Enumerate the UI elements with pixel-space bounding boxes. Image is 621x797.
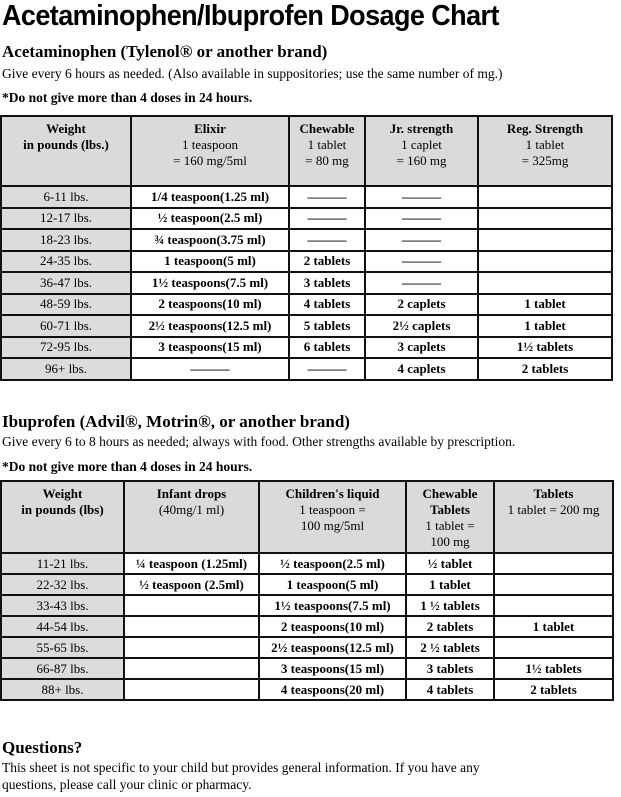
table-row (1, 658, 613, 679)
weight-cell: 22-32 lbs. (1, 574, 124, 595)
weight-cell: 6-11 lbs. (1, 186, 131, 208)
dose-cell (494, 553, 613, 574)
ibuprofen-heading: Ibuprofen (Advil®, Motrin®, or another brand) (2, 412, 350, 431)
dose-cell: 2½ caplets (365, 315, 478, 337)
dose-cell: ——— (289, 358, 365, 380)
dose-cell: ——— (131, 358, 289, 380)
dose-cell (494, 637, 613, 658)
dose-cell: 3 tablets (406, 658, 494, 679)
table-row (1, 553, 613, 574)
column-header-subtitle: 1 tablet (525, 137, 565, 152)
column-header-title: Chewable (422, 486, 478, 501)
column-header-subtitle: = 325mg (521, 153, 569, 168)
dose-cell (478, 186, 612, 208)
column-header (1, 116, 131, 186)
dose-cell: ½ teaspoon(2.5 ml) (131, 208, 289, 230)
dose-cell (124, 658, 259, 679)
dose-cell: ——— (365, 229, 478, 251)
column-header-subtitle: = 160 mg/5ml (173, 153, 247, 168)
table-row (1, 208, 612, 230)
column-header (406, 481, 494, 553)
column-header-subtitle: in pounds (lbs) (21, 502, 104, 517)
dose-cell: ½ teaspoon (2.5ml) (124, 574, 259, 595)
dose-cell (124, 595, 259, 616)
column-header-subtitle: 1 tablet = (425, 518, 475, 533)
column-header-title: Tablets (533, 486, 574, 501)
dose-cell: 1½ teaspoons(7.5 ml) (131, 272, 289, 294)
weight-cell: 72-95 lbs. (1, 337, 131, 359)
column-header-subtitle: in pounds (lbs.) (23, 137, 109, 152)
dose-cell: ——— (289, 208, 365, 230)
table-row (1, 337, 612, 359)
table-row (1, 294, 612, 316)
table-row (1, 616, 613, 637)
dose-cell (124, 637, 259, 658)
dose-cell: ——— (289, 229, 365, 251)
table-row (1, 186, 612, 208)
dose-cell: ½ tablet (406, 553, 494, 574)
dose-cell: 2 tablets (478, 358, 612, 380)
dose-cell (124, 679, 259, 700)
column-header-title: Weight (46, 121, 86, 136)
column-header-subtitle: 1 caplet (401, 137, 442, 152)
dose-cell: 1 tablet (406, 574, 494, 595)
dose-cell: 4 caplets (365, 358, 478, 380)
dose-cell: 2 tablets (289, 251, 365, 273)
dose-cell: 2 tablets (494, 679, 613, 700)
column-header (131, 116, 289, 186)
dose-cell: ——— (365, 251, 478, 273)
dose-cell (478, 208, 612, 230)
dose-cell: 1 teaspoon(5 ml) (259, 574, 406, 595)
weight-cell: 96+ lbs. (1, 358, 131, 380)
dose-cell (478, 251, 612, 273)
acetaminophen-warning: *Do not give more than 4 doses in 24 hours. (2, 90, 253, 105)
weight-cell: 33-43 lbs. (1, 595, 124, 616)
dose-cell: ——— (365, 208, 478, 230)
column-header-subtitle: Tablets (430, 502, 470, 517)
column-header-subtitle: 1 tablet = 200 mg (507, 502, 600, 517)
dose-cell (494, 595, 613, 616)
table-row (1, 229, 612, 251)
dose-cell: 1½ tablets (494, 658, 613, 679)
acetaminophen-table (0, 115, 613, 381)
weight-cell: 24-35 lbs. (1, 251, 131, 273)
column-header-subtitle: = 160 mg (396, 153, 447, 168)
dose-cell (124, 616, 259, 637)
column-header-title: Jr. strength (389, 121, 454, 136)
dose-cell: 1½ teaspoons(7.5 ml) (259, 595, 406, 616)
dose-cell: 6 tablets (289, 337, 365, 359)
column-header-title: Reg. Strength (506, 121, 584, 136)
dose-cell: 2 teaspoons(10 ml) (259, 616, 406, 637)
dose-cell: 2 teaspoons(10 ml) (131, 294, 289, 316)
dose-cell: 3 tablets (289, 272, 365, 294)
dose-cell: 2 ½ tablets (406, 637, 494, 658)
page-title: Acetaminophen/Ibuprofen Dosage Chart (2, 0, 499, 32)
weight-cell: 88+ lbs. (1, 679, 124, 700)
column-header-title: Infant drops (156, 486, 227, 501)
column-header-subtitle: 100 mg (430, 534, 470, 549)
dose-cell: 1 tablet (494, 616, 613, 637)
dose-cell: ¾ teaspoon(3.75 ml) (131, 229, 289, 251)
column-header (365, 116, 478, 186)
dose-cell: 2 tablets (406, 616, 494, 637)
column-header-subtitle: (40mg/1 ml) (158, 502, 225, 517)
dose-cell: ——— (289, 186, 365, 208)
questions-heading: Questions? (2, 738, 83, 757)
dose-cell: 2 caplets (365, 294, 478, 316)
dose-cell: ¼ teaspoon (1.25ml) (124, 553, 259, 574)
table-row (1, 637, 613, 658)
weight-cell: 48-59 lbs. (1, 294, 131, 316)
ibuprofen-instructions: Give every 6 to 8 hours as needed; always with food. Other strengths available by prescription. (2, 434, 516, 449)
table-row (1, 272, 612, 294)
dose-cell: 1 teaspoon(5 ml) (131, 251, 289, 273)
column-header-title: Elixir (194, 121, 226, 136)
column-header-subtitle: 1 teaspoon (182, 137, 238, 152)
dose-cell: 5 tablets (289, 315, 365, 337)
dose-cell: ——— (365, 272, 478, 294)
acetaminophen-heading: Acetaminophen (Tylenol® or another brand) (2, 42, 328, 61)
dose-cell: 1½ tablets (478, 337, 612, 359)
column-header (259, 481, 406, 553)
dose-cell: 4 teaspoons(20 ml) (259, 679, 406, 700)
weight-cell: 11-21 lbs. (1, 553, 124, 574)
questions-text-1: This sheet is not specific to your child but provides general information. If you have any (2, 760, 480, 775)
weight-cell: 18-23 lbs. (1, 229, 131, 251)
questions-text-2: questions, please call your clinic or pharmacy. (2, 777, 252, 792)
dose-cell: 3 teaspoons(15 ml) (259, 658, 406, 679)
column-header-title: Children's liquid (285, 486, 380, 501)
column-header-subtitle: 100 mg/5ml (300, 518, 365, 533)
table-row (1, 574, 613, 595)
acetaminophen-instructions: Give every 6 hours as needed. (Also available in suppositories; use the same number of mg.) (2, 66, 503, 81)
dose-cell (494, 574, 613, 595)
weight-cell: 44-54 lbs. (1, 616, 124, 637)
dose-cell: 2½ teaspoons(12.5 ml) (131, 315, 289, 337)
column-header (289, 116, 365, 186)
dose-cell: 3 caplets (365, 337, 478, 359)
column-header (494, 481, 613, 553)
dose-cell: 2½ teaspoons(12.5 ml) (259, 637, 406, 658)
dose-cell: 1 tablet (478, 315, 612, 337)
column-header-subtitle: = 80 mg (305, 153, 349, 168)
table-row (1, 595, 613, 616)
table-row (1, 251, 612, 273)
table-row (1, 679, 613, 700)
column-header-subtitle: 1 tablet (307, 137, 347, 152)
dose-cell (478, 272, 612, 294)
column-header-title: Chewable (299, 121, 355, 136)
weight-cell: 36-47 lbs. (1, 272, 131, 294)
dose-cell (478, 229, 612, 251)
weight-cell: 66-87 lbs. (1, 658, 124, 679)
column-header-title: Weight (42, 486, 83, 501)
weight-cell: 60-71 lbs. (1, 315, 131, 337)
column-header (1, 481, 124, 553)
dose-cell: 4 tablets (406, 679, 494, 700)
weight-cell: 55-65 lbs. (1, 637, 124, 658)
dose-cell: ——— (365, 186, 478, 208)
column-header-subtitle: 1 teaspoon = (299, 502, 366, 517)
dose-cell: 1/4 teaspoon(1.25 ml) (131, 186, 289, 208)
table-row (1, 358, 612, 380)
dose-cell: 3 teaspoons(15 ml) (131, 337, 289, 359)
dose-cell: 1 tablet (478, 294, 612, 316)
ibuprofen-warning: *Do not give more than 4 doses in 24 hours. (2, 459, 253, 474)
dose-cell: 1 ½ tablets (406, 595, 494, 616)
column-header (478, 116, 612, 186)
table-row (1, 315, 612, 337)
ibuprofen-table (0, 480, 614, 701)
dose-cell: ½ teaspoon(2.5 ml) (259, 553, 406, 574)
weight-cell: 12-17 lbs. (1, 208, 131, 230)
column-header (124, 481, 259, 553)
dose-cell: 4 tablets (289, 294, 365, 316)
